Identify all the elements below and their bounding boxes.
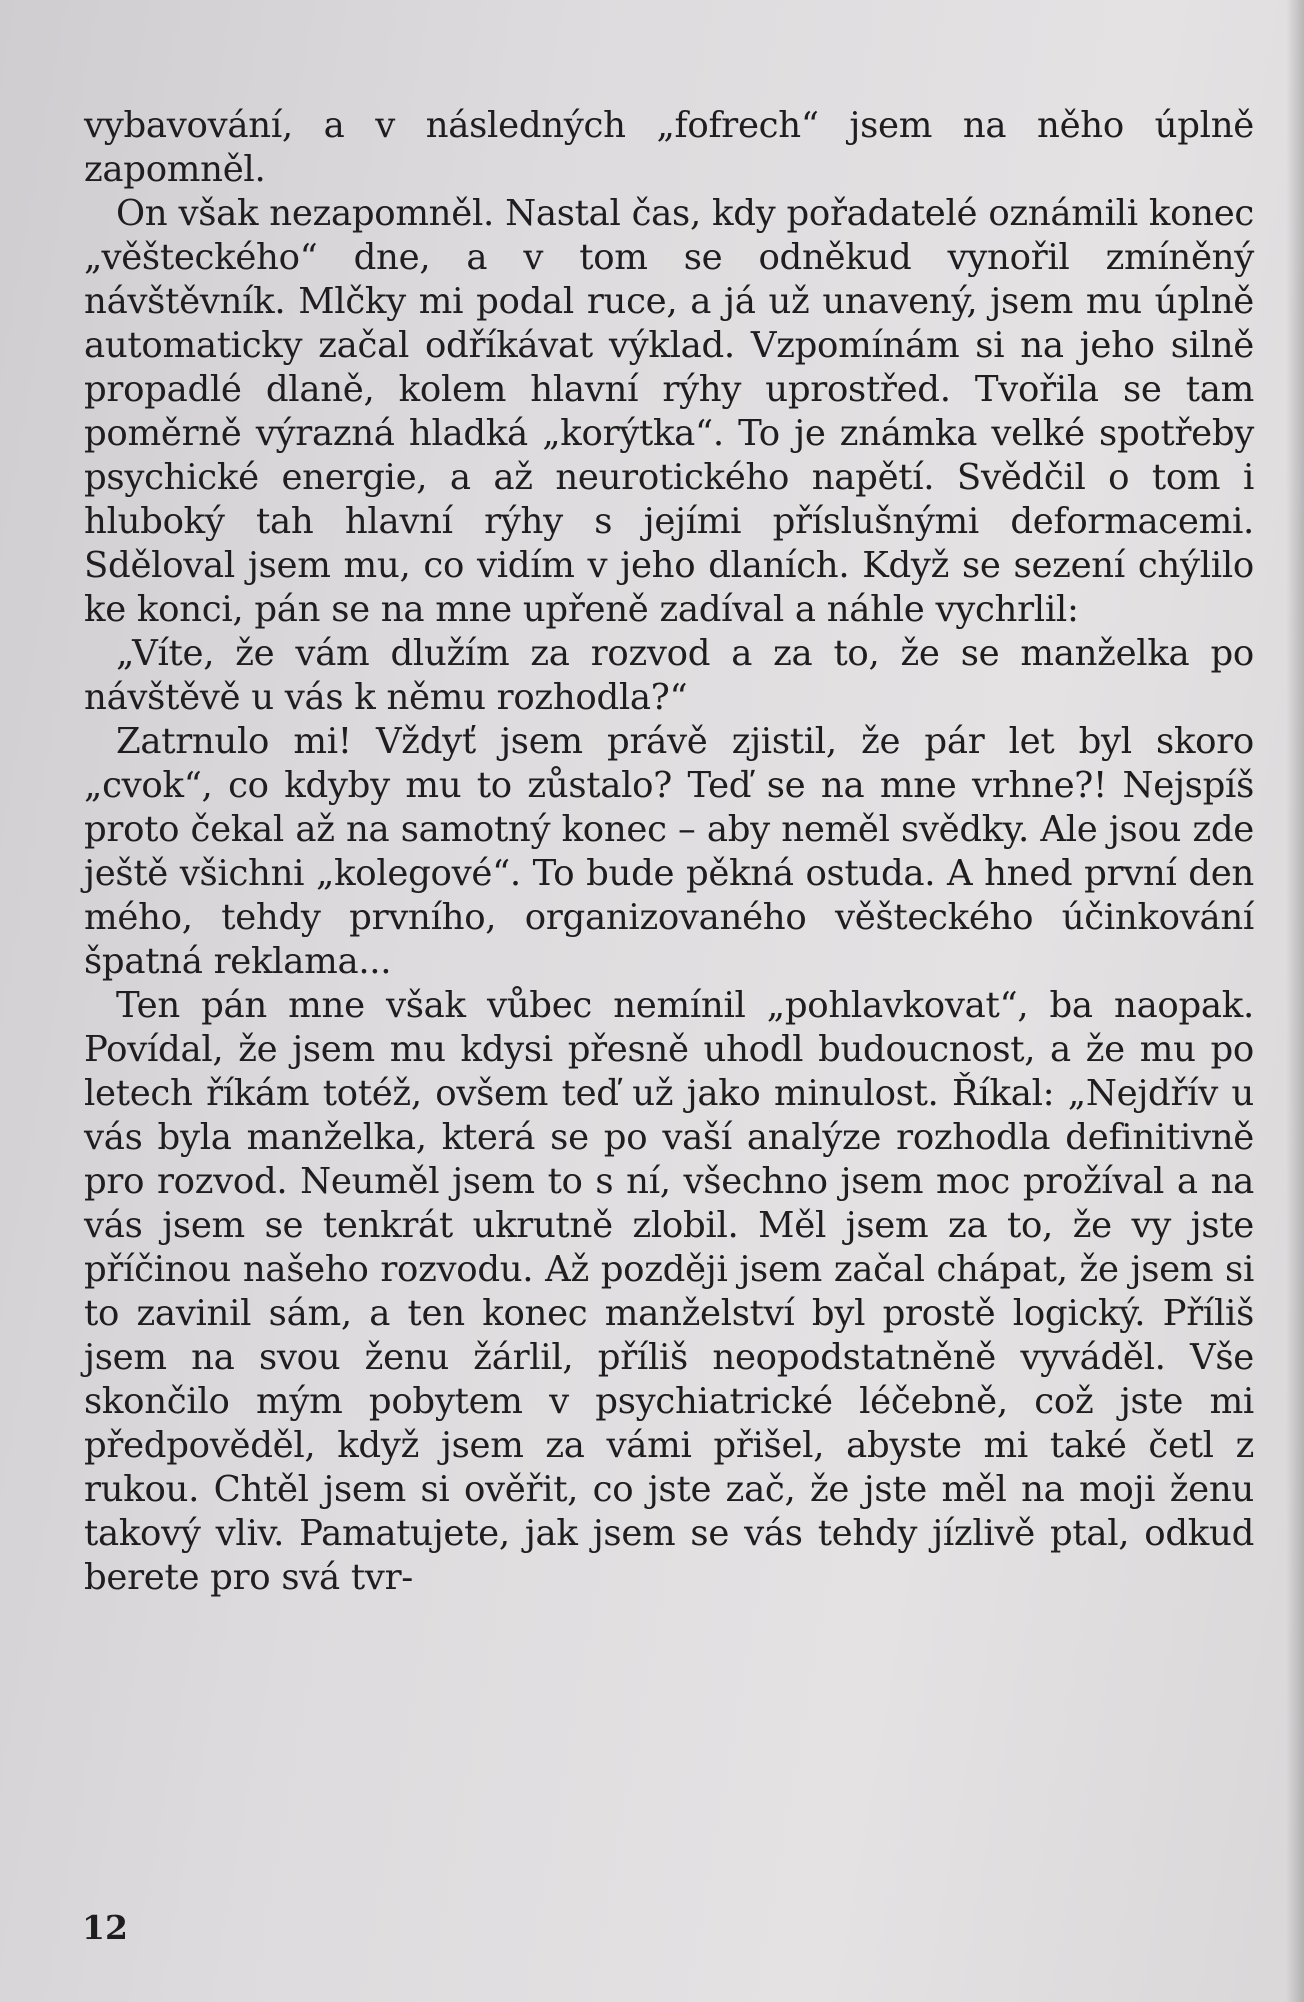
body-text: [84, 104, 1254, 1600]
paragraph-continuation: vybavování, a v následných „fofrech“ jsem na něho úplně zapomněl.: [84, 105, 1254, 190]
paragraph: On však nezapomněl. Nastal čas, kdy pořadatelé oznámili konec „věšteckého“ dne, a v tom se odněkud vynořil zmíněný návštěvník. Mlčky mi podal ruce, a já už unavený, jsem mu úplně automaticky začal odříkávat výklad. Vzpomínám si na jeho silně propadlé dlaně, kolem hlavní rýhy uprostřed. Tvořila se tam poměrně výrazná hladká „korýtka“. To je známka velké spotřeby psychické energie, a až neurotického napětí. Svědčil o tom i hluboký tah hlavní rýhy s jejími příslušnými deformacemi. Sděloval jsem mu, co vidím v jeho dlaních. Když se sezení chýlilo ke konci, pán se na mne upřeně zadíval a náhle vychrlil:: [84, 193, 1254, 630]
paragraph-quote: „Víte, že vám dlužím za rozvod a za to, že se manželka po návštěvě u vás k němu rozhodla?“: [84, 633, 1254, 718]
paragraph: Ten pán mne však vůbec nemínil „pohlavkovat“, ba naopak. Povídal, že jsem mu kdysi přesně uhodl budoucnost, a že mu po letech říkám totéž, ovšem teď už jako minulost. Říkal: „Nejdřív u vás byla manželka, která se po vaší analýze rozhodla definitivně pro rozvod. Neuměl jsem to s ní, všechno jsem moc prožíval a na vás jsem se tenkrát ukrutně zlobil. Měl jsem za to, že vy jste příčinou našeho rozvodu. Až později jsem začal chápat, že jsem si to zavinil sám, a ten konec manželství byl prostě logický. Příliš jsem na svou ženu žárlil, příliš neopodstatněně vyváděl. Vše skončilo mým pobytem v psychiatrické léčebně, což jste mi předpověděl, když jsem za vámi přišel, abyste mi také četl z rukou. Chtěl jsem si ověřit, co jste zač, že jste měl na moji ženu takový vliv. Pamatujete, jak jsem se vás tehdy jízlivě ptal, odkud berete pro svá tvr-: [84, 985, 1254, 1598]
paragraph: Zatrnulo mi! Vždyť jsem právě zjistil, že pár let byl skoro „cvok“, co kdyby mu to zůstalo? Teď se na mne vrhne?! Nejspíš proto čekal až na samotný konec – aby neměl svědky. Ale jsou zde ještě všichni „kolegové“. To bude pěkná ostuda. A hned první den mého, tehdy prvního, organizovaného věšteckého účinkování špatná reklama...: [84, 721, 1254, 982]
page-number: 12: [82, 1908, 128, 1947]
